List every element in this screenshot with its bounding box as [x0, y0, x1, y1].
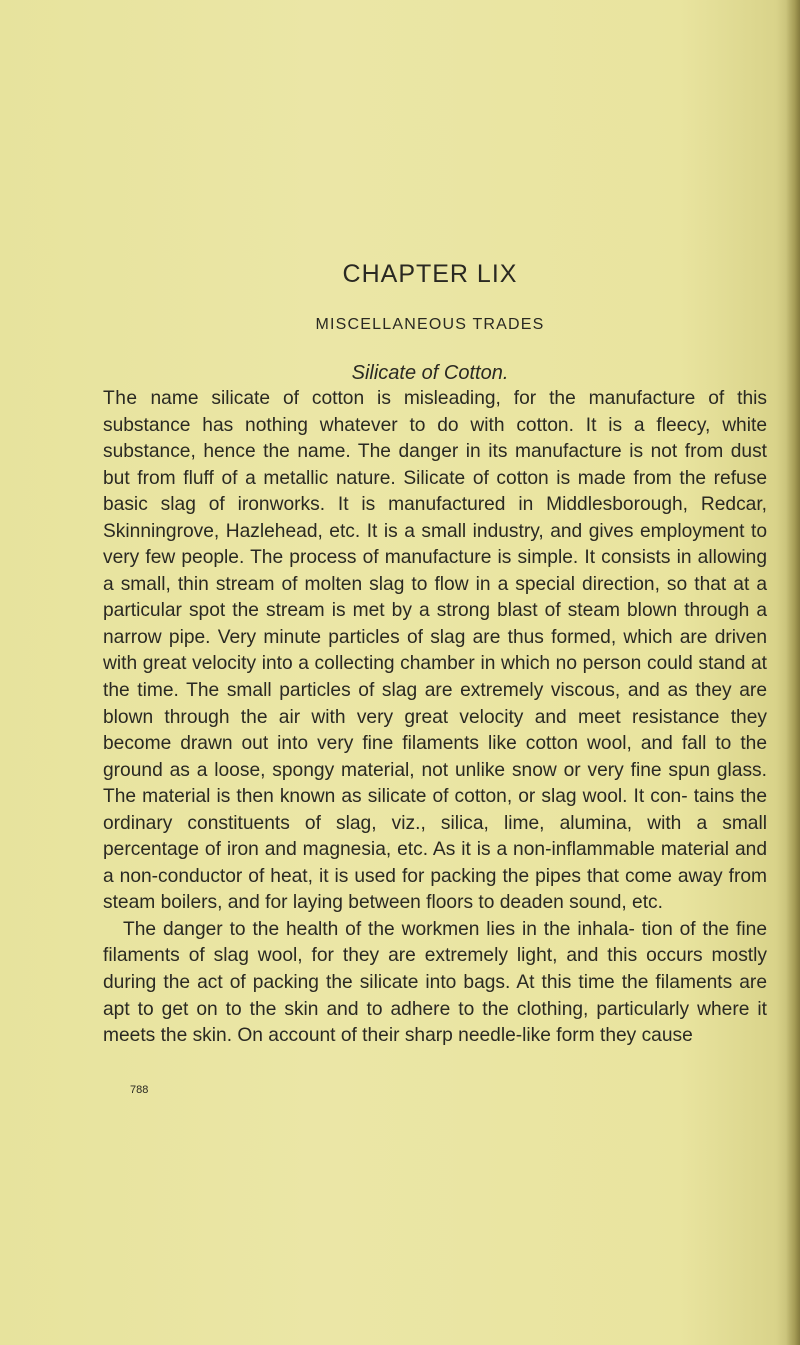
body-text — [103, 386, 767, 1050]
paragraph-2: The danger to the health of the workmen lies in the inhala- tion of the fine filaments of slag wool, for they are extremely light, and this occurs mostly during the act of packing the silicate into bags. At this time the filaments are apt to get on to the skin and to adhere to the clothing, particularly where it meets the skin. On account of their sharp needle-like form they cause — [103, 918, 767, 1047]
page-number: 788 — [130, 1084, 149, 1096]
page-edge-shadow — [786, 0, 800, 1345]
section-title: MISCELLANEOUS TRADES — [315, 316, 545, 333]
paragraph-1 — [103, 386, 767, 917]
subheading: Silicate of Cotton. — [351, 362, 509, 384]
paragraph-1-text: name silicate of cotton is misleading, for the manufacture of this substance has nothing whatever to do with cotton. It is a fleecy, white substance, hence the name. The danger in its manufacture is not from dust but from fluff of a metallic nature. Silicate of cotton is made from the refuse basic slag of ironworks. It is manufactured in Middlesborough, Redcar, Skinningrove, Hazlehead, etc. It is a small industry, and gives employment to very few people. The process of manufacture is simple. It consists in allowing a small, thin stream of molten slag to flow in a special direction, so that at a particular spot the stream is met by a strong blast of steam blown through a narrow pipe. Very minute particles of slag are thus formed, which are driven with great velocity into a collecting chamber in which no person could stand at the time. The small particles of slag are extremely viscous, and as they are blown through the air with very great velocity and meet resistance they become drawn out into very fine filaments like cotton wool, and fall to the ground as a loose, spongy material, not unlike snow or very fine spun glass. The material is then known as silicate of cotton, or slag wool. It con- tains the ordinary constituents of slag, viz., silica, lime, alumina, with a small percentage of iron and magnesia, etc. As it is a non-inflammable material and a non-conductor of heat, it is used for packing the pipes that come away from steam boilers, and for laying between floors to deaden sound, etc. — [103, 388, 767, 914]
chapter-title: CHAPTER LIX — [342, 260, 518, 288]
paragraph-lead-word: The — [103, 388, 138, 409]
